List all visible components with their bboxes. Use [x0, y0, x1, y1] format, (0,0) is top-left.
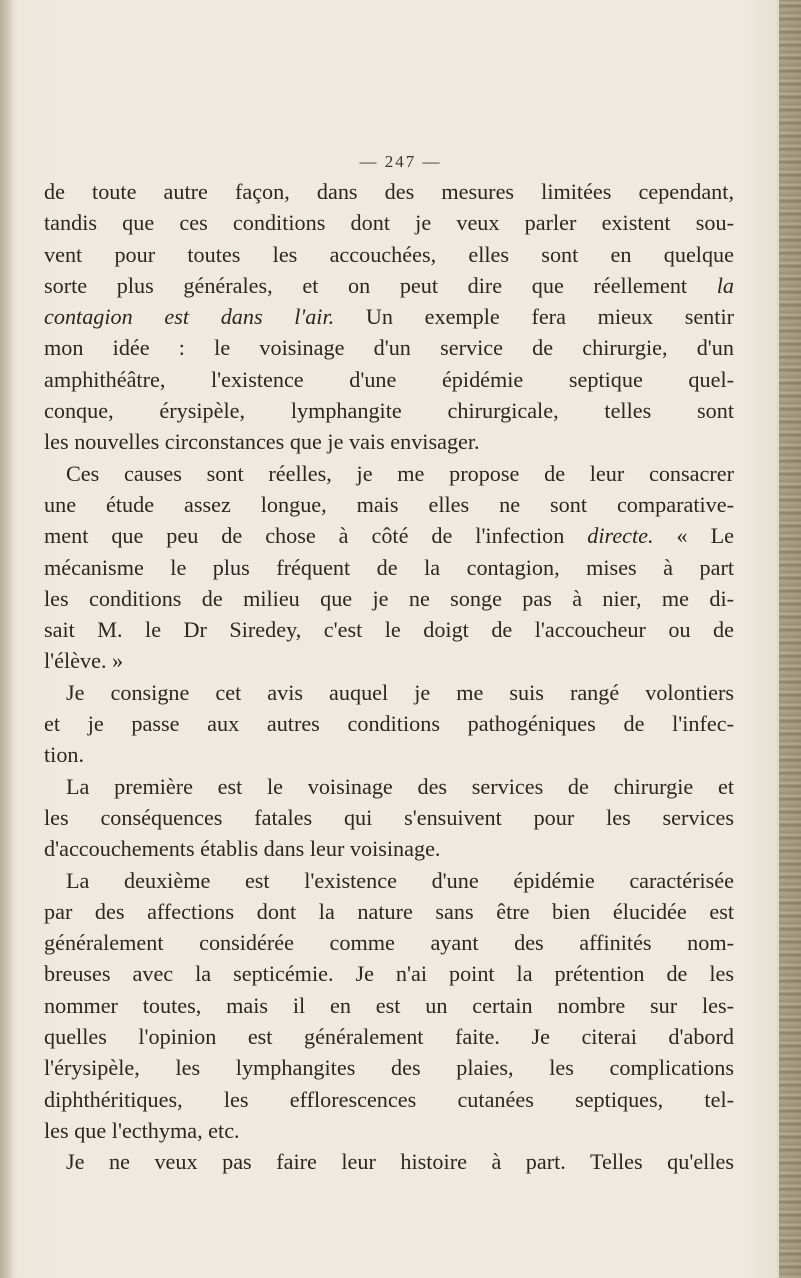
text-line	[44, 865, 734, 896]
text-line	[44, 771, 734, 802]
text-run: généralement considérée comme ayant des affinités nom-	[44, 930, 734, 956]
text-run: de toute autre façon, dans des mesures limitées cependant,	[44, 179, 734, 204]
text-run: La deuxième est l'existence d'une épidémie caractérisée	[66, 867, 734, 893]
text-run: quelles l'opinion est généralement faite. Je citerai d'abord	[44, 1024, 734, 1050]
text-line	[44, 489, 734, 520]
text-run: amphithéâtre, l'existence d'une épidémie septique quel-	[44, 366, 734, 392]
text-line	[44, 927, 734, 958]
text-run: sorte plus générales, et on peut dire que réellement	[44, 272, 717, 298]
text-run: l'érysipèle, les lymphangites des plaies, les complications	[44, 1055, 734, 1081]
text-run: breuses avec la septicémie. Je n'ai point la prétention de les	[44, 961, 734, 987]
italic-text: la	[716, 272, 734, 298]
text-run: d'accouchements établis dans leur voisinage.	[44, 836, 441, 862]
text-run: et je passe aux autres conditions pathogéniques de l'infec-	[44, 711, 734, 737]
text-line	[44, 395, 734, 426]
italic-text: directe.	[587, 523, 654, 549]
text-line	[44, 332, 734, 363]
text-run: l'élève. »	[44, 648, 124, 674]
page-edge	[779, 0, 801, 1278]
text-run: par des affections dont la nature sans être bien élucidée est	[44, 898, 734, 924]
text-run: les conséquences fatales qui s'ensuivent pour les services	[44, 804, 734, 830]
text-line	[44, 1115, 734, 1146]
text-run: les nouvelles circonstances que je vais envisager.	[44, 429, 480, 455]
text-run: Ces causes sont réelles, je me propose de leur consacrer	[66, 460, 734, 486]
text-line	[44, 207, 734, 238]
text-line	[44, 1146, 734, 1177]
text-run: diphthéritiques, les efflorescences cutanées septiques, tel-	[44, 1086, 734, 1112]
text-line	[44, 520, 734, 551]
text-line	[44, 1084, 734, 1115]
text-run: les que l'ecthyma, etc.	[44, 1117, 240, 1143]
text-line	[44, 426, 734, 457]
text-line	[44, 896, 734, 927]
text-run: mon idée : le voisinage d'un service de chirurgie, d'un	[44, 335, 734, 361]
text-run: les conditions de milieu que je ne songe pas à nier, me di-	[44, 585, 734, 611]
page-gutter-shadow	[0, 0, 14, 1278]
text-run: vent pour toutes les accouchées, elles sont en quelque	[44, 241, 734, 267]
page-number: — 247 —	[359, 152, 442, 171]
text-run: La première est le voisinage des services de chirurgie et	[66, 773, 734, 799]
text-line	[44, 239, 734, 270]
text-line	[44, 364, 734, 395]
text-run: Je ne veux pas faire leur histoire à part. Telles qu'elles	[66, 1149, 734, 1175]
italic-text: contagion est dans l'air.	[44, 304, 335, 330]
text-line	[44, 1021, 734, 1052]
text-run: tion.	[44, 742, 85, 768]
text-line	[44, 708, 734, 739]
text-run: conque, érysipèle, lymphangite chirurgicale, telles sont	[44, 398, 734, 424]
text-line	[44, 1052, 734, 1083]
text-line	[44, 739, 734, 770]
text-line	[44, 833, 734, 864]
body-text	[44, 176, 734, 1178]
text-line	[44, 583, 734, 614]
text-line	[44, 958, 734, 989]
text-run: une étude assez longue, mais elles ne sont comparative-	[44, 491, 734, 517]
text-run: « Le	[653, 523, 734, 549]
text-line	[44, 270, 734, 301]
text-line	[44, 990, 734, 1021]
text-run: nommer toutes, mais il en est un certain nombre sur les-	[44, 992, 734, 1018]
text-line	[44, 802, 734, 833]
text-run: Je consigne cet avis auquel je me suis rangé volontiers	[66, 679, 734, 705]
text-line	[44, 614, 734, 645]
text-run: Un exemple fera mieux sentir	[334, 304, 734, 330]
text-line	[44, 552, 734, 583]
text-line	[44, 645, 734, 676]
text-line	[44, 677, 734, 708]
text-run: tandis que ces conditions dont je veux parler existent sou-	[44, 210, 734, 236]
text-line	[44, 301, 734, 332]
text-run: sait M. le Dr Siredey, c'est le doigt de l'accoucheur ou de	[44, 617, 734, 643]
text-run: ment que peu de chose à côté de l'infection	[44, 523, 588, 549]
text-run: mécanisme le plus fréquent de la contagion, mises à part	[44, 554, 734, 580]
text-line	[44, 458, 734, 489]
text-line	[44, 176, 734, 207]
